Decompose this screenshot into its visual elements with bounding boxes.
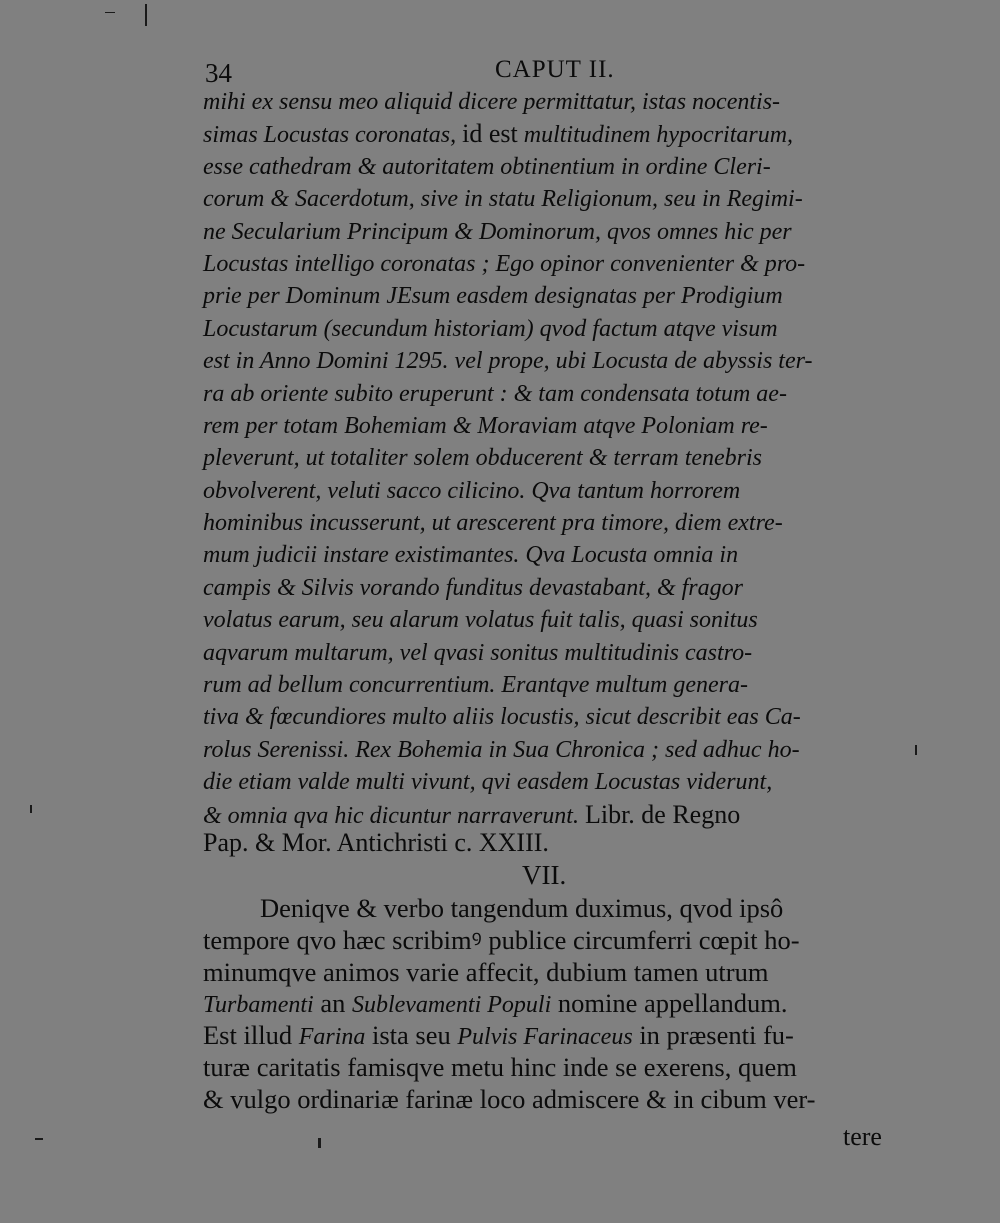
text-line: & vulgo ordinariæ farinæ loco admiscere & in cibum ver-: [203, 1083, 816, 1114]
text-line: [203, 988, 903, 1020]
text-line: hominibus incusserunt, ut arescerent pra timore, diem extre-: [203, 510, 783, 537]
page-header: [205, 52, 895, 88]
text-line: Deniqve & verbo tangendum duximus, qvod ipsô: [260, 893, 784, 923]
text-line: ne Secularium Principum & Dominorum, qvos omnes hic per: [203, 218, 792, 245]
text-line: esse cathedram & autoritatem obtinentium in ordine Cleri-: [203, 153, 771, 180]
text-line: ra ab oriente subito eruperunt : & tam condensata totum ae-: [203, 380, 787, 407]
citation: Pap. & Mor. Antichristi c. XXIII.: [203, 828, 549, 857]
text-line: pleverunt, ut totaliter solem obducerent & terram tenebris: [203, 445, 763, 472]
text-span: in præsenti fu-: [632, 1020, 794, 1051]
text-span: ista seu: [365, 1020, 458, 1051]
text-line: aqvarum multarum, vel qvasi sonitus multitudinis castro-: [203, 639, 753, 666]
text-span: Farina: [298, 1024, 366, 1051]
scan-speck: [145, 4, 147, 26]
text-span: id est: [462, 119, 518, 149]
text-line: tempore qvo hæc scribimꝰ publice circumferri cœpit ho-: [203, 924, 800, 955]
text-line: rolus Serenissi. Rex Bohemia in Sua Chronica ; sed adhuc ho-: [203, 736, 800, 763]
text-span: Libr. de Regno: [584, 799, 741, 829]
text-span: an: [313, 988, 352, 1019]
text-line: [203, 118, 903, 150]
text-span: multitudinem hypocritarum,: [523, 122, 794, 149]
section-heading: VII.: [522, 860, 567, 890]
scan-speck: [915, 745, 917, 755]
text-line: rem per totam Bohemiam & Moraviam atqve Poloniam re-: [203, 412, 768, 439]
page-number: 34: [205, 58, 232, 88]
text-line: turæ caritatis famisqve metu hinc inde se exerens, quem: [203, 1051, 797, 1082]
text-line: tiva & fœcundiores multo aliis locustis, sicut describit eas Ca-: [203, 704, 801, 731]
scan-speck: [35, 1138, 43, 1140]
text-line: est in Anno Domini 1295. vel prope, ubi Locusta de abyssis ter-: [203, 348, 813, 375]
text-span: Pulvis Farinaceus: [457, 1024, 633, 1051]
text-line: [203, 799, 903, 831]
scan-speck: [30, 805, 32, 813]
text-span: nomine appellandum.: [551, 988, 788, 1019]
text-line: campis & Silvis vorando funditus devastabant, & fragor: [203, 574, 743, 601]
text-span: Turbamenti: [203, 992, 314, 1019]
text-line: obvolverent, veluti sacco cilicino. Qva tantum horrorem: [203, 477, 741, 504]
text-line: minumqve animos varie affecit, dubium tamen utrum: [203, 956, 769, 987]
text-line: die etiam valde multi vivunt, qvi easdem Locustas viderunt,: [203, 769, 773, 796]
text-line: mihi ex sensu meo aliquid dicere permittatur, istas nocentis-: [203, 89, 781, 115]
text-line: Locustarum (secundum historiam) qvod factum atqve visum: [203, 315, 778, 342]
text-span: simas Locustas coronatas,: [203, 122, 457, 149]
body-paragraph: [203, 893, 903, 1116]
scan-speck: [318, 1138, 321, 1148]
running-head: CAPUT II.: [495, 56, 615, 83]
quoted-passage: [203, 86, 903, 831]
text-line: volatus earum, seu alarum volatus fuit talis, quasi sonitus: [203, 607, 758, 634]
text-span: Sublevamenti Populi: [351, 992, 552, 1019]
text-line: prie per Dominum JEsum easdem designatas per Prodigium: [203, 283, 783, 310]
text-line: [203, 1020, 903, 1052]
text-line: mum judicii instare existimantes. Qva Locusta omnia in: [203, 542, 739, 569]
text-span: Est illud: [203, 1020, 299, 1051]
catchword: tere: [843, 1122, 882, 1151]
text-line: Locustas intelligo coronatas ; Ego opinor convenienter & pro-: [203, 250, 806, 277]
text-span: & omnia qva hic dicuntur narraverunt.: [203, 802, 579, 829]
text-line: corum & Sacerdotum, sive in statu Religionum, seu in Regimi-: [203, 186, 803, 213]
text-line: rum ad bellum concurrentium. Erantqve multum genera-: [203, 672, 749, 699]
scan-speck: [105, 12, 115, 13]
